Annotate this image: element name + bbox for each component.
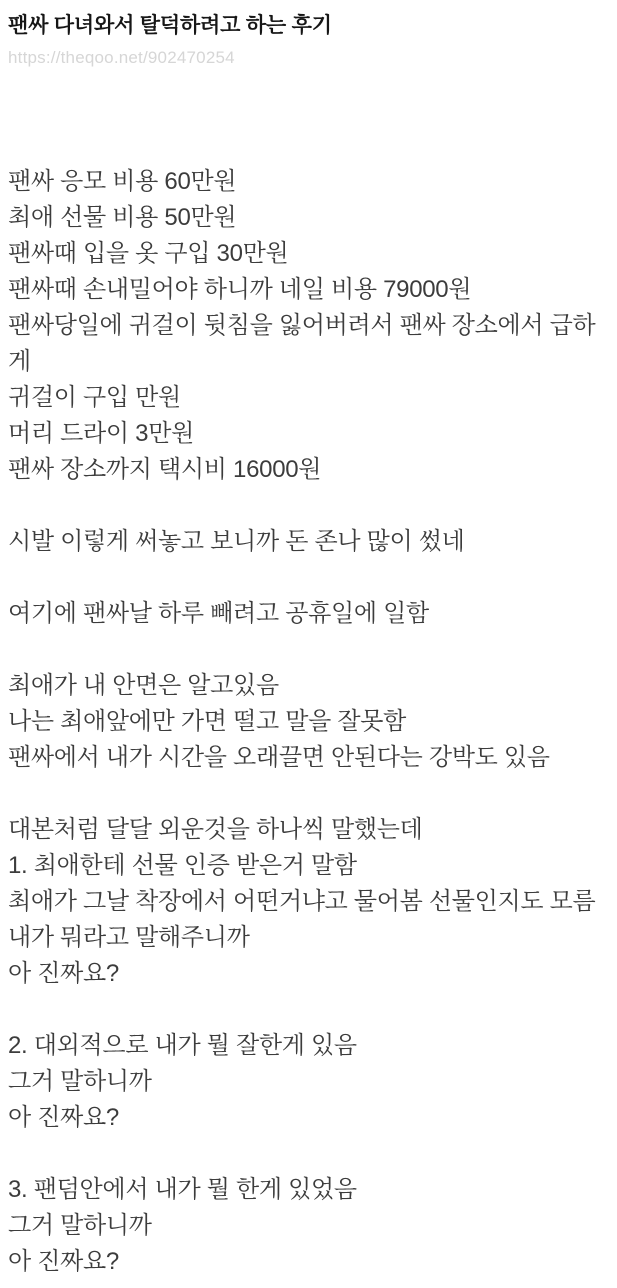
body-line: 2. 대외적으로 내가 뭘 잘한게 있음 bbox=[8, 1032, 357, 1060]
paragraph-item-2 bbox=[8, 1028, 609, 1136]
body-line: 팬싸때 입을 옷 구입 30만원 bbox=[8, 240, 289, 268]
body-line: 팬싸때 손내밀어야 하니까 네일 비용 79000원 bbox=[8, 276, 472, 304]
body-line: 최애가 내 안면은 알고있음 bbox=[8, 672, 279, 700]
body-line: 팬싸당일에 귀걸이 뒷침을 잃어버려서 팬싸 장소에서 급하게 bbox=[8, 312, 596, 376]
source-url-text: https://theqoo.net/902470254 bbox=[8, 48, 235, 68]
body-line: 여기에 팬싸날 하루 빼려고 공휴일에 일함 bbox=[8, 600, 429, 628]
body-line: 내가 뭐라고 말해주니까 bbox=[8, 924, 250, 952]
paragraph-item-1 bbox=[8, 812, 609, 992]
body-line: 팬싸에서 내가 시간을 오래끌면 안된다는 강박도 있음 bbox=[8, 744, 550, 772]
paragraph-item-3 bbox=[8, 1172, 609, 1280]
paragraph-holiday-work bbox=[8, 596, 609, 632]
body-line: 머리 드라이 3만원 bbox=[8, 420, 194, 448]
body-line: 그거 말하니까 bbox=[8, 1068, 152, 1096]
paragraph-nervousness bbox=[8, 668, 609, 776]
body-line: 대본처럼 달달 외운것을 하나씩 말했는데 bbox=[8, 816, 423, 844]
body-line: 아 진짜요? bbox=[8, 1104, 119, 1132]
post-title: 팬싸 다녀와서 탈덕하려고 하는 후기 bbox=[8, 14, 332, 37]
body-line: 아 진짜요? bbox=[8, 1248, 119, 1276]
body-line: 귀걸이 구입 만원 bbox=[8, 384, 181, 412]
paragraph-costs bbox=[8, 164, 609, 488]
body-line: 3. 팬덤안에서 내가 뭘 한게 있었음 bbox=[8, 1176, 357, 1204]
body-line: 그거 말하니까 bbox=[8, 1212, 152, 1240]
paragraph-money-remark bbox=[8, 524, 609, 560]
body-line: 팬싸 응모 비용 60만원 bbox=[8, 168, 237, 196]
body-line: 시발 이렇게 써놓고 보니까 돈 존나 많이 썼네 bbox=[8, 528, 465, 556]
body-line: 나는 최애앞에만 가면 떨고 말을 잘못함 bbox=[8, 708, 406, 736]
body-line: 아 진짜요? bbox=[8, 960, 119, 988]
body-line: 팬싸 장소까지 택시비 16000원 bbox=[8, 456, 322, 484]
body-line: 최애가 그날 착장에서 어떤거냐고 물어봄 선물인지도 모름 bbox=[8, 888, 596, 916]
post-body bbox=[8, 164, 609, 1280]
body-line: 1. 최애한테 선물 인증 받은거 말함 bbox=[8, 852, 357, 880]
body-line: 최애 선물 비용 50만원 bbox=[8, 204, 237, 232]
